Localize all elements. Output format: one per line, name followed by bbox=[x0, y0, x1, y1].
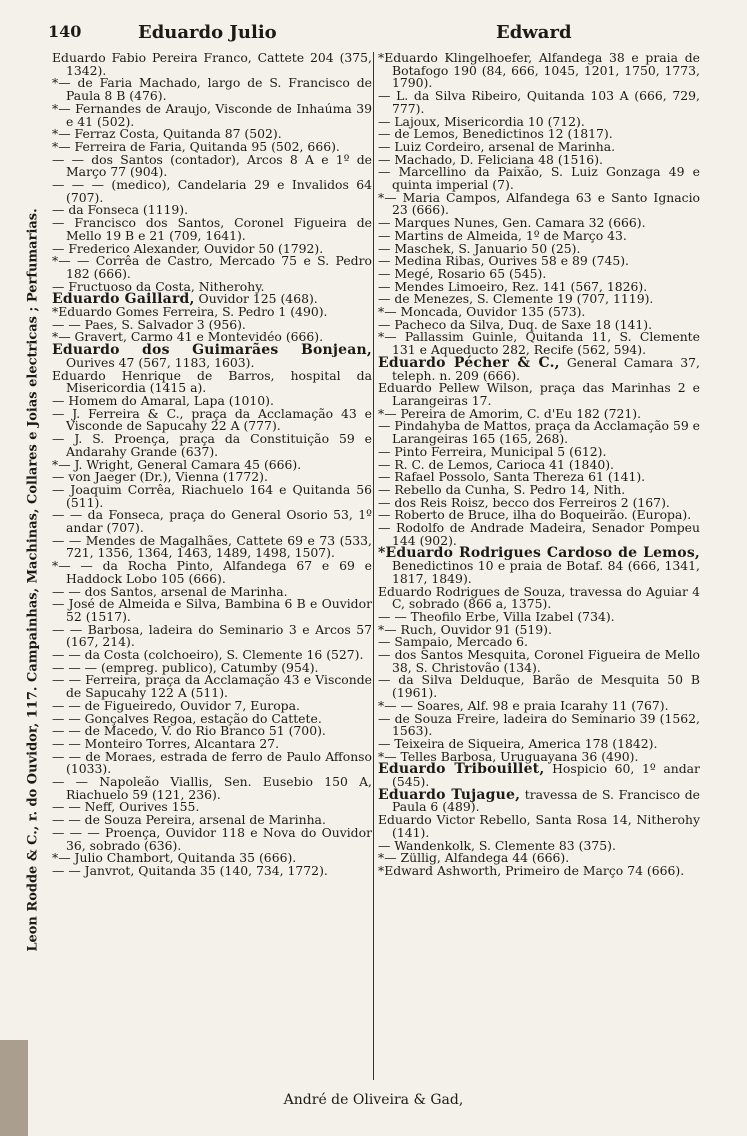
entry-text: — — Mendes de Magalhães, Cattete 69 e 73 (533, 721, 1356, 1364, 1463, 1489, 1498, 1507). bbox=[52, 532, 372, 561]
side-advertisement bbox=[20, 140, 46, 1020]
entry-text: — — Janvrot, Quitanda 35 (140, 734, 1772). bbox=[52, 863, 328, 878]
entry-text: — Wandenkolk, S. Clemente 83 (375). bbox=[378, 837, 616, 853]
directory-entry bbox=[52, 865, 372, 878]
directory-entry bbox=[52, 77, 372, 102]
entry-text: — Frederico Alexander, Ouvidor 50 (1792). bbox=[52, 240, 324, 256]
right-column bbox=[378, 52, 700, 878]
entry-text: Eduardo Rodrigues de Souza, travessa do Aguiar 4 C, sobrado (866 a, 1375). bbox=[378, 583, 700, 612]
directory-entry bbox=[52, 481, 372, 510]
entry-text: — — de Figueiredo, Ouvidor 7, Europa. bbox=[52, 697, 300, 713]
entry-text: — dos Santos Mesquita, Coronel Figueira de Mello 38, S. Christovão (134). bbox=[378, 647, 700, 675]
entry-heading: *Eduardo Rodrigues Cardoso de Lemos, bbox=[378, 545, 700, 562]
entry-text: — — de Macedo, V. do Rio Branco 51 (700). bbox=[52, 723, 326, 739]
entry-text: — Joaquim Corrêa, Riachuelo 164 e Quitanda 56 (511). bbox=[52, 481, 372, 510]
entry-text: *— — Corrêa de Castro, Mercado 75 e S. Pedro 182 (666). bbox=[52, 253, 372, 281]
entry-text: Eduardo Henrique de Barros, hospital da Misericordia (1415 a). bbox=[52, 367, 372, 396]
entry-text: Eduardo Victor Rebello, Santa Rosa 14, Nitherohy (141). bbox=[378, 812, 700, 840]
directory-entry bbox=[378, 763, 700, 788]
directory-entry bbox=[52, 560, 372, 585]
entry-text: — — — Proença, Ouvidor 118 e Nova do Ouvidor 36, sobrado (636). bbox=[52, 824, 372, 853]
directory-entry bbox=[52, 532, 372, 561]
directory-entry bbox=[52, 100, 372, 129]
entry-text: — — Napoleão Viallis, Sen. Eusebio 150 A, Riachuelo 59 (121, 236). bbox=[52, 774, 372, 802]
entry-text: — L. da Silva Ribeiro, Quitanda 103 A (666, 729, 777). bbox=[378, 88, 700, 116]
entry-text: *— Pereira de Amorim, C. d'Eu 182 (721). bbox=[378, 405, 642, 421]
entry-text: Ourives 47 (567, 1183, 1603). bbox=[66, 354, 255, 370]
directory-entry bbox=[378, 674, 700, 699]
entry-text: — — da Costa (colchoeiro), S. Clemente 16 (527). bbox=[52, 647, 364, 663]
entry-heading: Eduardo Tujague, bbox=[378, 786, 521, 803]
directory-entry bbox=[52, 151, 372, 180]
entry-text: — Francisco dos Santos, Coronel Figueira de Mello 19 B e 21 (709, 1641). bbox=[52, 215, 372, 243]
directory-entry bbox=[378, 814, 700, 839]
entry-text: — R. C. de Lemos, Carioca 41 (1840). bbox=[378, 456, 614, 472]
directory-entry bbox=[378, 331, 700, 356]
directory-entry bbox=[378, 649, 700, 674]
directory-entry bbox=[52, 52, 372, 77]
entry-text: *— Ferraz Costa, Quitanda 87 (502). bbox=[52, 126, 282, 142]
entry-text: *— de Faria Machado, largo de S. Francisco de Paula 8 B (476). bbox=[52, 75, 372, 104]
directory-entry bbox=[52, 824, 372, 853]
entry-text: — J. S. Proença, praça da Constituição 59 e Andarahy Grande (637). bbox=[52, 431, 372, 459]
directory-entry bbox=[52, 367, 372, 396]
entry-text: — J. Ferreira & C., praça da Acclamação 43 e Visconde de Sapucahy 22 A (777). bbox=[52, 405, 372, 434]
entry-text: *— Telles Barbosa, Uruguayana 36 (490). bbox=[378, 748, 639, 764]
entry-text: Ouvidor 125 (468). bbox=[194, 291, 318, 307]
entry-text: — — — (medico), Candelaria 29 e Invalidos 64 (707). bbox=[52, 177, 372, 205]
directory-entry bbox=[378, 522, 700, 547]
entry-text: — Roberto de Bruce, ilha do Boqueirão. (Europa). bbox=[378, 507, 692, 523]
entry-heading: Eduardo Pécher & C., bbox=[378, 354, 560, 371]
directory-entry bbox=[52, 621, 372, 650]
entry-text: *— J. Wright, General Camara 45 (666). bbox=[52, 456, 302, 472]
entry-text: — Homem do Amaral, Lapa (1010). bbox=[52, 392, 274, 408]
entry-text: Benedictinos 10 e praia de Botaf. 84 (666, 1341, 1817, 1849). bbox=[392, 558, 700, 586]
directory-entry bbox=[52, 748, 372, 777]
left-column bbox=[52, 52, 372, 878]
entry-text: *— Pallassim Guinle, Quitanda 11, S. Clemente 131 e Aqueducto 282, Recife (562, 594). bbox=[378, 329, 700, 358]
entry-text: — de Lemos, Benedictinos 12 (1817). bbox=[378, 126, 613, 142]
entry-text: *— Züllig, Alfandega 44 (666). bbox=[378, 850, 570, 866]
entry-text: — Marcellino da Paixão, S. Luiz Gonzaga 49 e quinta imperial (7). bbox=[378, 164, 700, 193]
page-stain bbox=[0, 1040, 28, 1136]
entry-text: — Megé, Rosario 65 (545). bbox=[378, 265, 547, 281]
entry-heading: Eduardo Tribouillet, bbox=[378, 761, 545, 778]
entry-text: *— Ferreira de Faria, Quitanda 95 (502, 666). bbox=[52, 138, 340, 154]
entry-text: — Pinto Ferreira, Municipal 5 (612). bbox=[378, 443, 607, 459]
entry-text: — von Jaeger (Dr.), Vienna (1772). bbox=[52, 469, 268, 485]
directory-entry bbox=[52, 255, 372, 280]
entry-text: *Edward Ashworth, Primeiro de Março 74 (666). bbox=[378, 863, 685, 878]
entry-text: — Mendes Limoeiro, Rez. 141 (567, 1826). bbox=[378, 278, 648, 294]
entry-text: — Rebello da Cunha, S. Pedro 14, Nith. bbox=[378, 481, 626, 497]
entry-text: — — de Souza Pereira, arsenal de Marinha. bbox=[52, 812, 326, 828]
entry-text: — Rafael Possolo, Santa Thereza 61 (141). bbox=[378, 469, 646, 485]
directory-entry bbox=[378, 166, 700, 191]
entry-text: — Martins de Almeida, 1º de Março 43. bbox=[378, 227, 627, 243]
entry-text: *— Moncada, Ouvidor 135 (573). bbox=[378, 304, 586, 320]
entry-text: — Pacheco da Silva, Duq. de Saxe 18 (141). bbox=[378, 316, 653, 332]
entry-text: — — dos Santos, arsenal de Marinha. bbox=[52, 583, 288, 599]
entry-text: — de Menezes, S. Clemente 19 (707, 1119). bbox=[378, 291, 654, 307]
directory-entry bbox=[52, 674, 372, 699]
directory-entry bbox=[52, 217, 372, 242]
entry-text: — — de Moraes, estrada de ferro de Paulo Affonso (1033). bbox=[52, 748, 372, 777]
entry-text: — Machado, D. Feliciana 48 (1516). bbox=[378, 151, 603, 167]
entry-text: — — Monteiro Torres, Alcantara 27. bbox=[52, 735, 280, 751]
entry-text: Hospicio 60, 1º andar (545). bbox=[392, 761, 700, 790]
entry-heading: Eduardo Gaillard, bbox=[52, 291, 195, 308]
footer-advertiser: André de Oliveira & Gad, bbox=[283, 1092, 464, 1108]
entry-text: *— — Soares, Alf. 98 e praia Icarahy 11 (767). bbox=[378, 697, 669, 713]
directory-entry bbox=[378, 865, 700, 878]
directory-entry bbox=[378, 710, 700, 739]
directory-entry bbox=[378, 547, 700, 585]
entry-text: *Eduardo Gomes Ferreira, S. Pedro 1 (490). bbox=[52, 304, 328, 320]
directory-entry bbox=[378, 420, 700, 445]
directory-entry bbox=[52, 776, 372, 801]
entry-text: — — — (empreg. publico), Catumby (954). bbox=[52, 659, 319, 675]
entry-text: Eduardo Pellew Wilson, praça das Marinhas 2 e Larangeiras 17. bbox=[378, 380, 700, 408]
entry-text: — Fructuoso da Costa, Nitherohy. bbox=[52, 278, 265, 294]
directory-entry bbox=[378, 90, 700, 115]
entry-text: *— Ruch, Ouvidor 91 (519). bbox=[378, 621, 552, 637]
entry-text: — Rodolfo de Andrade Madeira, Senador Pompeu 144 (902). bbox=[378, 520, 700, 548]
directory-entry bbox=[52, 405, 372, 434]
entry-text: *Eduardo Klingelhoefer, Alfandega 38 e praia de Botafogo 190 (84, 666, 1045, 1201, 1750, 1773, 1790). bbox=[378, 50, 700, 91]
directory-entry bbox=[52, 179, 372, 204]
directory-entry bbox=[52, 598, 372, 623]
side-advertisement-text: Leon Rodde & C., r. do Ouvidor, 117. Campainhas, Machinas, Collares e Joias electricas ; Perfumarias. bbox=[25, 208, 41, 952]
directory-entry bbox=[52, 344, 372, 369]
entry-text: travessa de S. Francisco de Paula 6 (489). bbox=[392, 786, 700, 815]
entry-text: — Pindahyba de Mattos, praça da Acclamação 59 e Larangeiras 165 (165, 268). bbox=[378, 418, 700, 447]
directory-entry bbox=[378, 354, 700, 383]
entry-text: *— — da Rocha Pinto, Alfandega 67 e 69 e Haddock Lobo 105 (666). bbox=[52, 558, 372, 586]
entry-text: — — da Fonseca, praça do General Osorio 53, 1º andar (707). bbox=[52, 507, 372, 536]
directory-entry bbox=[52, 433, 372, 458]
entry-text: *— Fernandes de Araujo, Visconde de Inhaúma 39 e 41 (502). bbox=[52, 100, 372, 129]
directory-entry bbox=[378, 786, 700, 815]
entry-text: — Lajoux, Misericordia 10 (712). bbox=[378, 113, 585, 129]
entry-text: — José de Almeida e Silva, Bambina 6 B e Ouvidor 52 (1517). bbox=[52, 596, 372, 624]
entry-text: — de Souza Freire, ladeira do Seminario 39 (1562, 1563). bbox=[378, 710, 700, 739]
directory-entry bbox=[378, 583, 700, 612]
entry-text: General Camara 37, teleph. n. 209 (666). bbox=[392, 354, 700, 383]
directory-entry bbox=[378, 382, 700, 407]
entry-text: *— Gravert, Carmo 41 e Montevidéo (666). bbox=[52, 329, 324, 345]
entry-text: — da Fonseca (1119). bbox=[52, 202, 189, 218]
entry-text: — Teixeira de Siqueira, America 178 (1842). bbox=[378, 735, 658, 751]
directory-entry bbox=[378, 189, 700, 218]
entry-text: — — Neff, Ourives 155. bbox=[52, 799, 200, 815]
directory-entry bbox=[378, 52, 700, 90]
right-running-title: Edward bbox=[496, 22, 572, 43]
page-header bbox=[48, 22, 707, 46]
entry-heading: Eduardo dos Guimarães Bonjean, bbox=[52, 342, 372, 359]
entry-text: — Maschek, S. Januario 50 (25). bbox=[378, 240, 581, 256]
page-number: 140 bbox=[48, 22, 82, 41]
entry-text: — — Theofilo Erbe, Villa Izabel (734). bbox=[378, 608, 615, 624]
entry-text: — — dos Santos (contador), Arcos 8 A e 1º de Março 77 (904). bbox=[52, 151, 372, 180]
left-running-title: Eduardo Julio bbox=[138, 22, 277, 43]
entry-text: — Luiz Cordeiro, arsenal de Marinha. bbox=[378, 138, 616, 154]
entry-text: — da Silva Delduque, Barão de Mesquita 50 B (1961). bbox=[378, 672, 700, 701]
entry-text: — Sampaio, Mercado 6. bbox=[378, 634, 528, 650]
entry-text: — dos Reis Roisz, becco dos Ferreiros 2 (167). bbox=[378, 494, 670, 510]
entry-text: *— Julio Chambort, Quitanda 35 (666). bbox=[52, 850, 297, 866]
entry-text: Eduardo Fabio Pereira Franco, Cattete 204 (375, 1342). bbox=[52, 50, 372, 78]
entry-text: — — Gonçalves Regoa, estação do Cattete. bbox=[52, 710, 322, 726]
directory-entry bbox=[52, 509, 372, 534]
column-divider bbox=[373, 52, 374, 1080]
entry-text: — Marques Nunes, Gen. Camara 32 (666). bbox=[378, 215, 646, 231]
entry-text: — — Paes, S. Salvador 3 (956). bbox=[52, 316, 246, 332]
entry-text: *— Maria Campos, Alfandega 63 e Santo Ignacio 23 (666). bbox=[378, 189, 700, 218]
entry-text: — — Barbosa, ladeira do Seminario 3 e Arcos 57 (167, 214). bbox=[52, 621, 372, 650]
entry-text: — Medina Ribas, Ourives 58 e 89 (745). bbox=[378, 253, 629, 269]
entry-text: — — Ferreira, praça da Acclamação 43 e Visconde de Sapucahy 122 A (511). bbox=[52, 672, 372, 701]
